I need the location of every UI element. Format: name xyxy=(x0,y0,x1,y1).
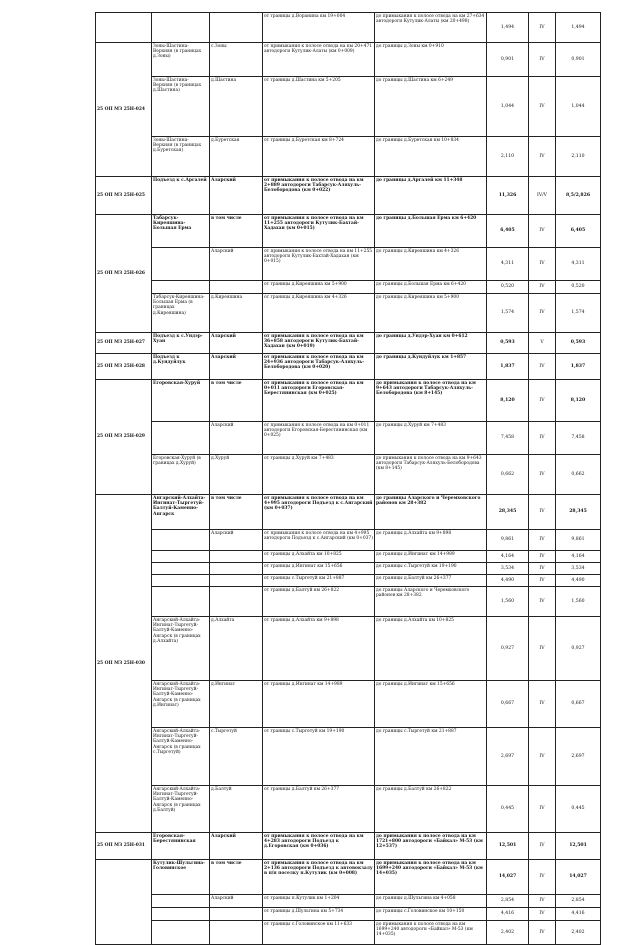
segment-end-cell: до примыкания к полосе отвода на км 9+643 автодороги Табарсук-Аляхуль-Белобородова (км 8+145) xyxy=(375,380,487,422)
length-cell: 2,402 xyxy=(487,921,529,945)
district-cell: д.Ингинат xyxy=(210,681,263,728)
road-code-cell: 25 ОП МЗ 25Н-024 xyxy=(96,43,152,177)
length-cell: 0,445 xyxy=(487,786,529,833)
road-name-cell: Ангарский-Алхайта-Ингинат-Тыргетуй-Балтуй-Каменно-Ангарск (в границах д.Алхайта) xyxy=(152,617,210,681)
road-name-cell xyxy=(152,13,210,43)
category-cell: IV xyxy=(529,354,556,380)
length-cell: 1,574 xyxy=(487,294,529,333)
length-by-category-cell: 4,416 xyxy=(556,908,601,921)
table-row xyxy=(96,617,601,681)
table-row xyxy=(96,530,601,551)
segment-start-cell: от границы д.Ингинат км 14+989 xyxy=(263,681,375,728)
category-cell: IV xyxy=(529,294,556,333)
district-cell xyxy=(210,13,263,43)
district-cell xyxy=(210,563,263,575)
table-row xyxy=(96,895,601,908)
segment-end-cell: до границы д.Ингинат км 14+989 xyxy=(375,551,487,563)
segment-start-cell: от примыкания к полосе отвода на км 11+255 автодороги Кутулик-Бахтай-Хадахан (км 0+015) xyxy=(263,248,375,281)
table-row xyxy=(96,215,601,248)
length-cell: 8,120 xyxy=(487,380,529,422)
district-cell: Аларский xyxy=(210,422,263,455)
segment-start-cell: от границы д.Балтуй км 26+377 xyxy=(263,786,375,833)
district-cell xyxy=(210,281,263,294)
length-cell: 0,927 xyxy=(487,617,529,681)
length-by-category-cell: 1,837 xyxy=(556,354,601,380)
district-cell: д.Балтуй xyxy=(210,786,263,833)
length-cell: 0,901 xyxy=(487,43,529,77)
segment-end-cell: до границы д.Ингинат км 15+656 xyxy=(375,681,487,728)
length-cell: 1,837 xyxy=(487,354,529,380)
category-cell: IV xyxy=(529,281,556,294)
segment-end-cell: до границы Аларского и Черемховского районов км 28+382 xyxy=(375,495,487,530)
road-name-cell: Егоровская-Хуруй (в границах д.Хуруй) xyxy=(152,455,210,495)
table-row xyxy=(96,563,601,575)
road-register-table xyxy=(95,12,601,945)
segment-end-cell: до границы д.Большая Ерма км 6+420 xyxy=(375,215,487,248)
length-cell: 2,697 xyxy=(487,728,529,786)
road-name-cell: Ангарский-Алхайта-Ингинат-Тыргетуй-Балтуй-Каменно-Ангарск (в границах д.Ингинат) xyxy=(152,681,210,728)
category-cell: IV xyxy=(529,43,556,77)
length-cell: 4,311 xyxy=(487,248,529,281)
length-cell: 7,458 xyxy=(487,422,529,455)
length-cell: 0,662 xyxy=(487,455,529,495)
road-name-cell xyxy=(152,895,210,908)
table-row xyxy=(96,860,601,895)
segment-start-cell: от границы д.Балтуй км 26+822 xyxy=(263,587,375,617)
road-code-cell: 25 ОП МЗ 25Н-025 xyxy=(96,177,152,215)
table-row xyxy=(96,908,601,921)
segment-start-cell: от границы д.Шульгина км 5+734 xyxy=(263,908,375,921)
length-by-category-cell: 1,560 xyxy=(556,587,601,617)
table-row xyxy=(96,422,601,455)
segment-start-cell: от границы д.Шастина км 5+205 xyxy=(263,77,375,137)
table-row xyxy=(96,728,601,786)
segment-end-cell: до границы д.Балтуй км 26+822 xyxy=(375,786,487,833)
road-code-cell: 25 ОП МЗ 25Н-029 xyxy=(96,380,152,495)
segment-end-cell: до примыкания к полосе отвода на км 1699+240 автодороги «Байкал» М-53 (км 14+035) xyxy=(375,860,487,895)
district-cell: с.Тыргетуй xyxy=(210,728,263,786)
road-register-page xyxy=(95,12,600,945)
length-by-category-cell: 4,490 xyxy=(556,575,601,587)
segment-start-cell: от границы д.Хуруй км 7+483 xyxy=(263,455,375,495)
segment-start-cell: от примыкания к полосе отвода на км 4+995 автодороги Подъезд к с.Ангарский (км 0+037) xyxy=(263,495,375,530)
category-cell: IV xyxy=(529,908,556,921)
category-cell: IV xyxy=(529,833,556,860)
road-name-cell: Егоровская-Берестянинская xyxy=(152,833,210,860)
length-by-category-cell: 8,120 xyxy=(556,380,601,422)
table-row xyxy=(96,495,601,530)
road-code-cell: 25 ОП МЗ 25Н-027 xyxy=(96,333,152,354)
table-row xyxy=(96,248,601,281)
category-cell: IV xyxy=(529,422,556,455)
road-name-cell xyxy=(152,530,210,551)
segment-end-cell: до границы д.Шульгина км 4+058 xyxy=(375,895,487,908)
length-by-category-cell: 12,501 xyxy=(556,833,601,860)
length-cell: 28,345 xyxy=(487,495,529,530)
length-by-category-cell: 2,697 xyxy=(556,728,601,786)
length-by-category-cell: 0,667 xyxy=(556,681,601,728)
district-cell: в том числе xyxy=(210,860,263,895)
table-row xyxy=(96,587,601,617)
length-by-category-cell: 6,405 xyxy=(556,215,601,248)
category-cell: IV xyxy=(529,551,556,563)
length-cell: 2,110 xyxy=(487,137,529,177)
district-cell: в том числе xyxy=(210,215,263,248)
segment-start-cell: от границы с.Тыргетуй км 21+887 xyxy=(263,575,375,587)
road-name-cell: Подъезд к с.Ундэр-Хуан xyxy=(152,333,210,354)
district-cell: Аларский xyxy=(210,354,263,380)
road-name-cell: Егоровская-Хуруй xyxy=(152,380,210,422)
road-name-cell: Ангарский-Алхайта-Ингинат-Тыргетуй-Балтуй-Каменно-Ангарск (в границах с.Тыргетуй) xyxy=(152,728,210,786)
category-cell: IV xyxy=(529,215,556,248)
road-name-cell xyxy=(152,551,210,563)
category-cell: IV xyxy=(529,617,556,681)
length-cell: 9,861 xyxy=(487,530,529,551)
category-cell: IV xyxy=(529,530,556,551)
category-cell: IV xyxy=(529,575,556,587)
segment-start-cell: от примыкания к полосе отвода на км 24+936 автодороги Табарсук-Аляхуль-Белобородова (км 0+020) xyxy=(263,354,375,380)
length-cell: 4,490 xyxy=(487,575,529,587)
length-cell: 1,560 xyxy=(487,587,529,617)
segment-start-cell: от примыкания к полосе отвода на км 2+136 автодороги Подъезд к автовокзалу в п/п поселку п.Кутулик (км 0+008) xyxy=(263,860,375,895)
category-cell: IV xyxy=(529,77,556,137)
road-name-cell: Зоны-Шастина-Верхняя (в границах д.Зоны) xyxy=(152,43,210,77)
segment-end-cell: до границы д.Алхайта км 9+898 xyxy=(375,530,487,551)
district-cell xyxy=(210,551,263,563)
category-cell: IV xyxy=(529,860,556,895)
road-name-cell: Кутулик-Шульгина-Головинское xyxy=(152,860,210,895)
category-cell: IV xyxy=(529,137,556,177)
category-cell: IV xyxy=(529,563,556,575)
road-code-cell: 25 ОП МЗ 25Н-028 xyxy=(96,354,152,380)
table-row xyxy=(96,575,601,587)
district-cell: Аларский xyxy=(210,177,263,215)
segment-start-cell: от границы д.Буретская км 8+724 xyxy=(263,137,375,177)
road-name-cell: Ангарский-Алхайта-Ингинат-Тыргетуй-Балтуй-Каменно-Ангарск (в границах д.Балтуй) xyxy=(152,786,210,833)
category-cell: IV xyxy=(529,455,556,495)
length-by-category-cell: 2,402 xyxy=(556,921,601,945)
length-by-category-cell: 1,574 xyxy=(556,294,601,333)
segment-start-cell: от примыкания к полосе отвода на км 4+283 автодороги Подъезд к д.Егоровская (км 0+036) xyxy=(263,833,375,860)
length-cell: 0,593 xyxy=(487,333,529,354)
segment-end-cell: до границы д.Балтуй км 26+377 xyxy=(375,575,487,587)
road-name-cell: Подъезд к д.Кундуйлук xyxy=(152,354,210,380)
segment-end-cell: до границы с.Тыргетуй км 19+190 xyxy=(375,563,487,575)
segment-start-cell: от примыкания к полосе отвода на км 2+889 автодороги Табарсук-Аляхуль-Белобородова (км 0+022) xyxy=(263,177,375,215)
road-code-cell: 25 ОП МЗ 25Н-026 xyxy=(96,215,152,333)
table-row xyxy=(96,43,601,77)
segment-start-cell: от границы д.Киреяшина км 4+326 xyxy=(263,294,375,333)
table-row xyxy=(96,13,601,43)
category-cell: IV xyxy=(529,921,556,945)
length-by-category-cell: 0,445 xyxy=(556,786,601,833)
length-by-category-cell: 0,662 xyxy=(556,455,601,495)
road-name-cell: Подъезд к с.Аргалей xyxy=(152,177,210,215)
length-by-category-cell: 0,927 xyxy=(556,617,601,681)
length-by-category-cell: 2,854 xyxy=(556,895,601,908)
road-name-cell xyxy=(152,422,210,455)
segment-start-cell: от границы д.Киреяшина км 5+900 xyxy=(263,281,375,294)
table-row xyxy=(96,833,601,860)
category-cell: V xyxy=(529,333,556,354)
district-cell: д.Хуруй xyxy=(210,455,263,495)
road-name-cell xyxy=(152,587,210,617)
segment-end-cell: до границы д.Зоны км 0+910 xyxy=(375,43,487,77)
road-name-cell xyxy=(152,248,210,281)
segment-end-cell: до примыкания к полосе отвода на км 9+643 автодороги Табарсук-Аляхуль-Белобородова (км 8+145) xyxy=(375,455,487,495)
segment-start-cell: от примыкания к полосе отвода на км 0+011 автодороги Егоровская-Берестянинская (км 0+025) xyxy=(263,380,375,422)
segment-end-cell: до границы д.Кундуйлук км 1+857 xyxy=(375,354,487,380)
segment-start-cell: от границы д.Воранина км 19+004 xyxy=(263,13,375,43)
table-row xyxy=(96,77,601,137)
road-name-cell: Зоны-Шастина-Верхняя (в границах д.Буретская) xyxy=(152,137,210,177)
table-row xyxy=(96,281,601,294)
segment-start-cell: от примыкания к полосе отвода на км 20+471 автодороги Кутулик-Алаты (км 0+009) xyxy=(263,43,375,77)
road-name-cell xyxy=(152,921,210,945)
district-cell: д.Алхайта xyxy=(210,617,263,681)
category-cell: IV xyxy=(529,495,556,530)
road-code-cell xyxy=(96,860,152,945)
road-code-cell xyxy=(96,13,152,43)
segment-start-cell: от границы с.Тыргетуй км 19+190 xyxy=(263,728,375,786)
table-row xyxy=(96,177,601,215)
road-name-cell xyxy=(152,908,210,921)
length-cell: 3,534 xyxy=(487,563,529,575)
length-by-category-cell: 0,901 xyxy=(556,43,601,77)
district-cell: с.Зоны xyxy=(210,43,263,77)
segment-start-cell: от границы п.Кутулик км 1+204 xyxy=(263,895,375,908)
district-cell: Аларский xyxy=(210,333,263,354)
length-cell: 4,416 xyxy=(487,908,529,921)
segment-end-cell: до границы д.Шастина км 6+249 xyxy=(375,77,487,137)
district-cell: д.Буретская xyxy=(210,137,263,177)
category-cell: IV xyxy=(529,786,556,833)
road-code-cell: 25 ОП МЗ 25Н-031 xyxy=(96,833,152,860)
length-by-category-cell: 2,110 xyxy=(556,137,601,177)
segment-end-cell: до границы д.Алхайта км 10+825 xyxy=(375,617,487,681)
table-row xyxy=(96,380,601,422)
table-row xyxy=(96,681,601,728)
length-by-category-cell: 1,044 xyxy=(556,77,601,137)
length-cell: 4,164 xyxy=(487,551,529,563)
length-by-category-cell: 9,861 xyxy=(556,530,601,551)
road-name-cell: Табарсук-Киреяшина-Большая Ерма (в границах д.Киреяшина) xyxy=(152,294,210,333)
length-cell: 0,667 xyxy=(487,681,529,728)
table-row xyxy=(96,786,601,833)
length-cell: 14,027 xyxy=(487,860,529,895)
segment-end-cell: до границы д.Ундэр-Хуан км 0+612 xyxy=(375,333,487,354)
segment-end-cell: до границы Аларского и Черемховского районов км 28+382 xyxy=(375,587,487,617)
length-by-category-cell: 0,593 xyxy=(556,333,601,354)
length-by-category-cell: 14,027 xyxy=(556,860,601,895)
road-name-cell: Табарсук-Киреяшина-Большая Ерма xyxy=(152,215,210,248)
district-cell: Аларский xyxy=(210,895,263,908)
road-name-cell xyxy=(152,281,210,294)
category-cell: IV xyxy=(529,248,556,281)
district-cell: д.Шастина xyxy=(210,77,263,137)
length-cell: 12,501 xyxy=(487,833,529,860)
length-by-category-cell: 0,520 xyxy=(556,281,601,294)
segment-end-cell: до границы с.Тыргетуй км 21+887 xyxy=(375,728,487,786)
length-cell: 1,044 xyxy=(487,77,529,137)
length-by-category-cell: 8,5/2,826 xyxy=(556,177,601,215)
length-by-category-cell: 1,494 xyxy=(556,13,601,43)
district-cell: в том числе xyxy=(210,495,263,530)
road-name-cell xyxy=(152,575,210,587)
length-cell: 11,326 xyxy=(487,177,529,215)
length-by-category-cell: 4,164 xyxy=(556,551,601,563)
district-cell: Аларский xyxy=(210,530,263,551)
table-row xyxy=(96,921,601,945)
road-name-cell xyxy=(152,563,210,575)
table-row xyxy=(96,354,601,380)
district-cell xyxy=(210,908,263,921)
segment-start-cell: от примыкания к полосе отвода на км 11+255 автодороги Кутулик-Бахтай-Хадахан (км 0+015) xyxy=(263,215,375,248)
segment-end-cell: до границы д.Хуруй км 7+483 xyxy=(375,422,487,455)
table-row xyxy=(96,551,601,563)
length-by-category-cell: 3,534 xyxy=(556,563,601,575)
table-row xyxy=(96,294,601,333)
segment-start-cell: от границы с.Головинское км 11+633 xyxy=(263,921,375,945)
length-by-category-cell: 4,311 xyxy=(556,248,601,281)
length-cell: 1,494 xyxy=(487,13,529,43)
segment-start-cell: от примыкания к полосе отвода на км 0+011 автодороги Егоровская-Берестянинская (км 0+025) xyxy=(263,422,375,455)
segment-end-cell: до границы д.Большая Ерма км 6+420 xyxy=(375,281,487,294)
length-by-category-cell: 7,458 xyxy=(556,422,601,455)
segment-end-cell: до примыкания к полосе отвода на км 27+634 автодороги Кутулик-Алаты (км 20+498) xyxy=(375,13,487,43)
length-cell: 2,854 xyxy=(487,895,529,908)
category-cell: IV xyxy=(529,13,556,43)
category-cell: IV xyxy=(529,728,556,786)
segment-end-cell: до границы д.Киреяшина км 5+900 xyxy=(375,294,487,333)
segment-start-cell: от примыкания к полосе отвода на км 4+995 автодороги Подъезд к с.Ангарский (км 0+037) xyxy=(263,530,375,551)
length-cell: 6,405 xyxy=(487,215,529,248)
segment-end-cell: до границы д.Аргалей км 11+348 xyxy=(375,177,487,215)
category-cell: IV xyxy=(529,587,556,617)
district-cell: Аларский xyxy=(210,248,263,281)
length-by-category-cell: 28,345 xyxy=(556,495,601,530)
table-row xyxy=(96,455,601,495)
district-cell: в том числе xyxy=(210,380,263,422)
segment-end-cell: до примыкания к полосе отвода на км 1699+240 автодороги «Байкал» М-53 (км 14+035) xyxy=(375,921,487,945)
segment-start-cell: от границы д.Алхайта км 10+825 xyxy=(263,551,375,563)
district-cell xyxy=(210,575,263,587)
category-cell: IV xyxy=(529,895,556,908)
segment-end-cell: до примыкания к полосе отвода на км 1721+800 автодороги «Байкал» М-53 (км 12+537) xyxy=(375,833,487,860)
district-cell xyxy=(210,921,263,945)
district-cell: д.Киреяшина xyxy=(210,294,263,333)
segment-start-cell: от примыкания к полосе отвода на км 36+858 автодороги Кутулик-Бахтай-Хадахан (км 0+019) xyxy=(263,333,375,354)
category-cell: IV xyxy=(529,681,556,728)
table-row xyxy=(96,333,601,354)
district-cell xyxy=(210,587,263,617)
road-code-cell: 25 ОП МЗ 25Н-030 xyxy=(96,495,152,833)
table-row xyxy=(96,137,601,177)
segment-end-cell: до границы д.Буретская км 10+834 xyxy=(375,137,487,177)
district-cell: Аларский xyxy=(210,833,263,860)
segment-start-cell: от границы д.Алхайта км 9+898 xyxy=(263,617,375,681)
segment-end-cell: до границы с.Головинское км 10+150 xyxy=(375,908,487,921)
segment-end-cell: до границы д.Киреяшина км 4+326 xyxy=(375,248,487,281)
length-cell: 0,520 xyxy=(487,281,529,294)
category-cell: IV/V xyxy=(529,177,556,215)
category-cell: IV xyxy=(529,380,556,422)
road-name-cell: Ангарский-Алхайта-Ингинат-Тыргетуй-Балтуй-Каменно-Ангарск xyxy=(152,495,210,530)
road-name-cell: Зоны-Шастина-Верхняя (в границах д.Шастина) xyxy=(152,77,210,137)
segment-start-cell: от границы д.Ингинат км 15+656 xyxy=(263,563,375,575)
